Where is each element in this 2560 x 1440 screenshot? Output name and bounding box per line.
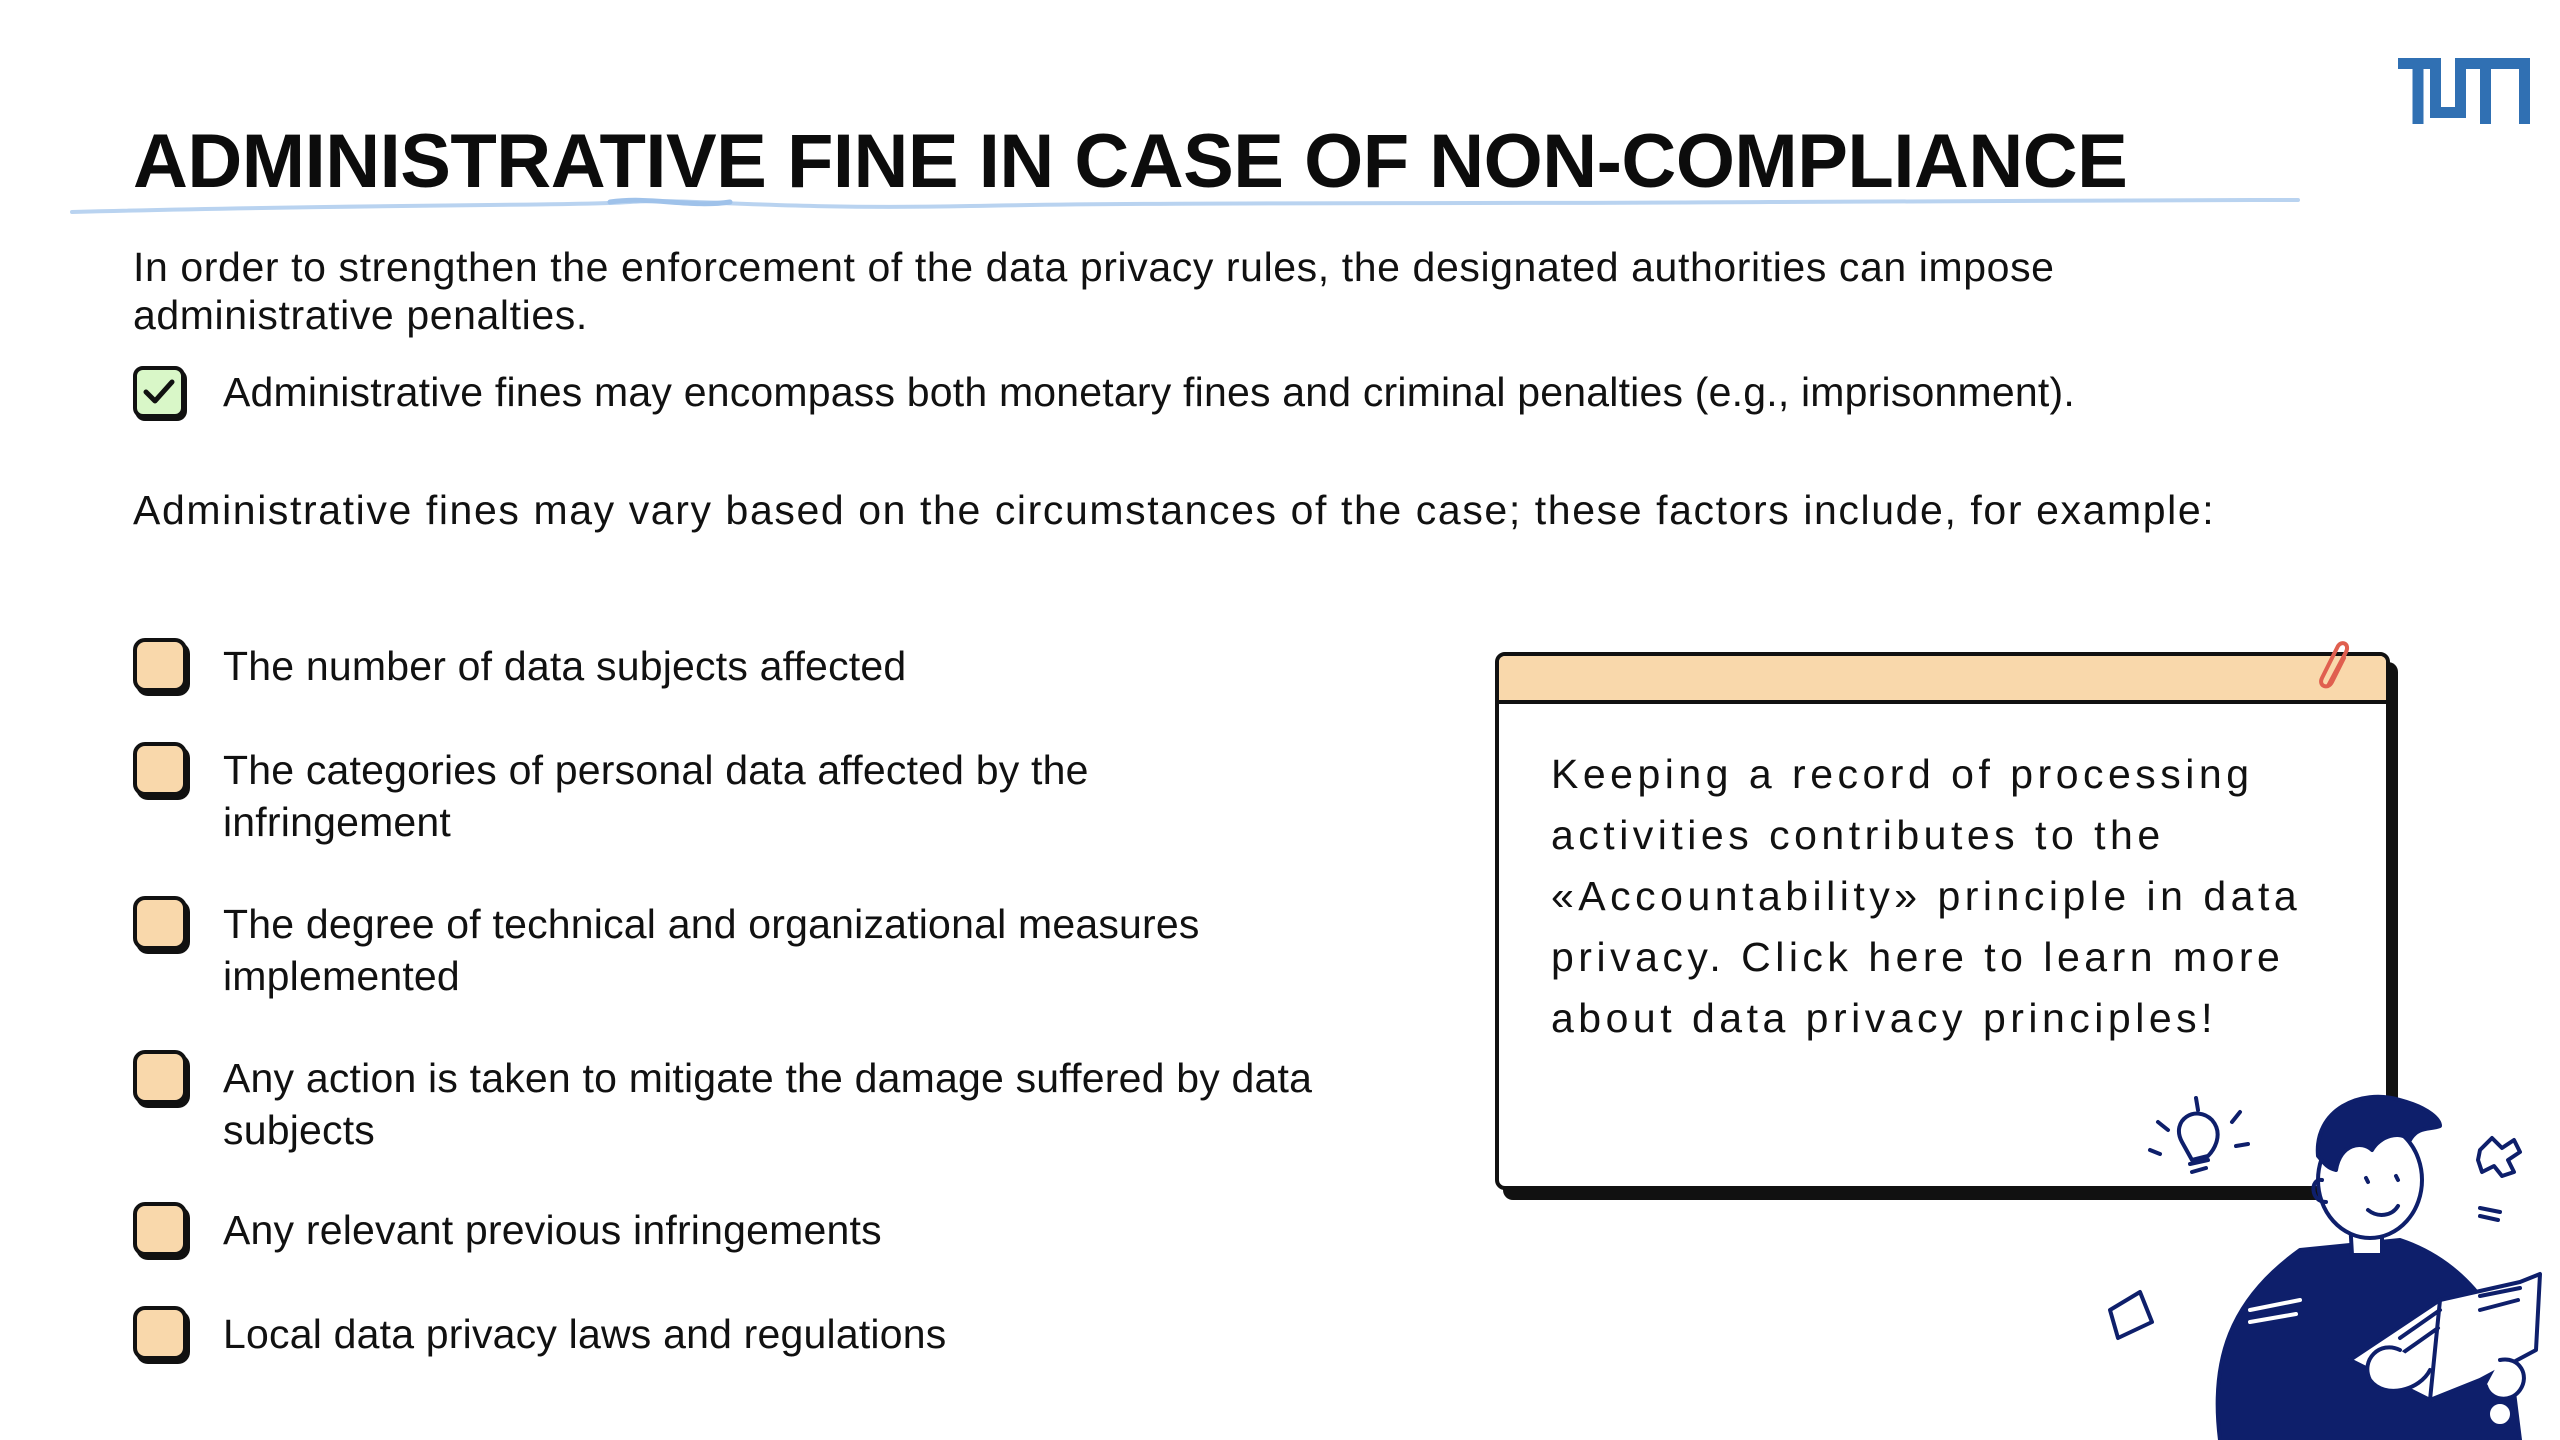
reader-illustration: [2100, 1060, 2560, 1440]
check-icon: [142, 377, 176, 407]
factor-checkbox[interactable]: [133, 1306, 187, 1360]
note-card-header: [1499, 656, 2386, 704]
title-underline: [70, 192, 2300, 222]
factor-checkbox[interactable]: [133, 1050, 187, 1104]
intro-paragraph: In order to strengthen the enforcement of the data privacy rules, the designated authorities can impose administrative penalties.: [133, 244, 2055, 338]
factor-text: Local data privacy laws and regulations: [223, 1311, 947, 1357]
factor-text: The number of data subjects affected: [223, 643, 907, 689]
factor-item: [133, 898, 1433, 1002]
factor-item: [133, 1052, 1433, 1156]
factor-text: The degree of technical and organizational measures implemented: [223, 901, 1200, 999]
page-title: ADMINISTRATIVE FINE IN CASE OF NON-COMPLIANCE: [133, 119, 2128, 204]
factors-intro: Administrative fines may vary based on the circumstances of the case; these factors include, for example:: [133, 487, 2216, 533]
factor-text: Any action is taken to mitigate the damage suffered by data subjects: [223, 1055, 1313, 1153]
note-text: Keeping a record of processing activities contributes to the «Accountability» principle in data privacy. Click here to learn more about data privacy principles!: [1551, 751, 2302, 1041]
factor-text: Any relevant previous infringements: [223, 1207, 882, 1253]
factor-item: [133, 744, 1433, 848]
checked-checkbox[interactable]: [133, 366, 185, 418]
factor-checkbox[interactable]: [133, 638, 187, 692]
factor-checkbox[interactable]: [133, 1202, 187, 1256]
factor-item: [133, 1308, 1433, 1360]
checked-statement: [133, 366, 2075, 418]
paperclip-icon: [2314, 638, 2360, 704]
factor-checkbox[interactable]: [133, 742, 187, 796]
factor-checkbox[interactable]: [133, 896, 187, 950]
tum-logo: [2398, 58, 2530, 124]
factor-text: The categories of personal data affected by the infringement: [223, 747, 1089, 845]
factor-item: [133, 1204, 1433, 1256]
factor-item: [133, 640, 1433, 692]
checked-statement-text: Administrative fines may encompass both monetary fines and criminal penalties (e.g., imprisonment).: [223, 368, 2075, 415]
